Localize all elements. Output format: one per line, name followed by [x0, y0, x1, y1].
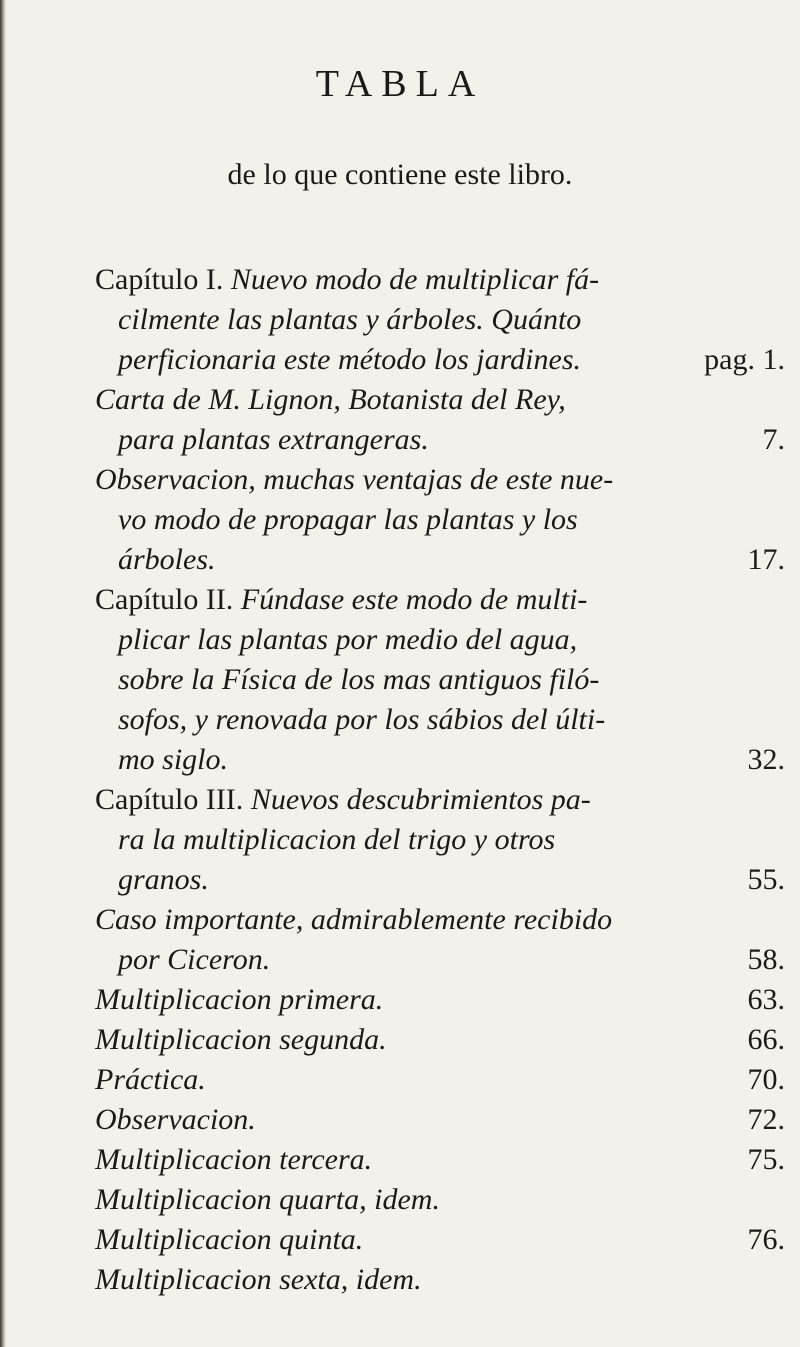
page-number: 58. — [747, 943, 785, 976]
chapter-label: Capítulo I. — [95, 263, 224, 296]
page-subtitle: de lo que contiene este libro. — [227, 158, 573, 191]
toc-line — [118, 660, 599, 700]
entry-text: cilmente las plantas y árboles. Quánto — [118, 303, 582, 336]
toc-line — [95, 980, 383, 1020]
toc-line — [118, 860, 209, 900]
entry-text: Nuevos descubrimientos pa- — [250, 783, 591, 816]
toc-line — [95, 1180, 440, 1220]
entry-text: Observacion. — [95, 1103, 256, 1136]
toc-line — [95, 780, 591, 820]
toc-line — [118, 700, 605, 740]
page-number: pag. 1. — [704, 343, 785, 376]
entry-text: vo modo de propagar las plantas y los — [118, 503, 578, 536]
toc-line — [95, 380, 566, 420]
toc-line — [118, 300, 581, 340]
entry-text: Multiplicacion sexta, idem. — [95, 1263, 422, 1296]
entry-text: Práctica. — [95, 1063, 206, 1096]
toc-line — [95, 1020, 387, 1060]
page-number: 32. — [747, 743, 785, 776]
entry-text: por Ciceron. — [118, 943, 271, 976]
toc-line — [118, 340, 581, 380]
toc-line — [95, 1100, 256, 1140]
entry-text: Multiplicacion primera. — [95, 983, 384, 1016]
chapter-label: Capítulo II. — [95, 583, 234, 616]
entry-text: Multiplicacion segunda. — [95, 1023, 387, 1056]
toc-line — [118, 620, 577, 660]
toc-line — [118, 740, 228, 780]
page-number: 63. — [747, 983, 785, 1016]
toc-line — [95, 580, 587, 620]
toc-line — [95, 1140, 372, 1180]
page-number: 70. — [747, 1063, 785, 1096]
entry-text: sobre la Física de los mas antiguos filó- — [118, 663, 600, 696]
toc-line — [95, 1060, 206, 1100]
toc-line — [118, 820, 555, 860]
entry-text: Multiplicacion quarta, idem. — [95, 1183, 440, 1216]
entry-text: Multiplicacion tercera. — [95, 1143, 373, 1176]
page-number: 7. — [762, 423, 785, 456]
page-number: 72. — [747, 1103, 785, 1136]
toc-line — [118, 540, 216, 580]
page-title: TABLA — [315, 63, 485, 105]
toc-line — [95, 1220, 363, 1260]
toc-line — [95, 460, 613, 500]
chapter-label: Capítulo III. — [95, 783, 244, 816]
entry-text: granos. — [118, 863, 209, 896]
entry-text: Multiplicacion quinta. — [95, 1223, 364, 1256]
toc-line — [118, 500, 578, 540]
page-number: 75. — [747, 1143, 785, 1176]
toc-line — [95, 260, 599, 300]
entry-text: sofos, y renovada por los sábios del últi- — [118, 703, 606, 736]
toc-line — [118, 420, 429, 460]
page-number: 66. — [747, 1023, 785, 1056]
entry-text: Observacion, muchas ventajas de este nue- — [95, 463, 614, 496]
entry-text: perficionaria este método los jardines. — [118, 343, 582, 376]
entry-text: árboles. — [118, 543, 216, 576]
entry-text: Fúndase este modo de multi- — [240, 583, 588, 616]
toc-line — [118, 940, 270, 980]
page-number: 55. — [747, 863, 785, 896]
entry-text: para plantas extrangeras. — [118, 423, 429, 456]
entry-text: Caso importante, admirablemente recibido — [95, 903, 613, 936]
page-number: 17. — [747, 543, 785, 576]
toc-line — [95, 900, 612, 940]
entry-text: mo siglo. — [118, 743, 229, 776]
entry-text: plicar las plantas por medio del agua, — [118, 623, 578, 656]
entry-text: Carta de M. Lignon, Botanista del Rey, — [95, 383, 566, 416]
toc-line — [95, 1260, 422, 1300]
entry-text: Nuevo modo de multiplicar fá- — [230, 263, 600, 296]
entry-text: ra la multiplicacion del trigo y otros — [118, 823, 556, 856]
page-number: 76. — [747, 1223, 785, 1256]
